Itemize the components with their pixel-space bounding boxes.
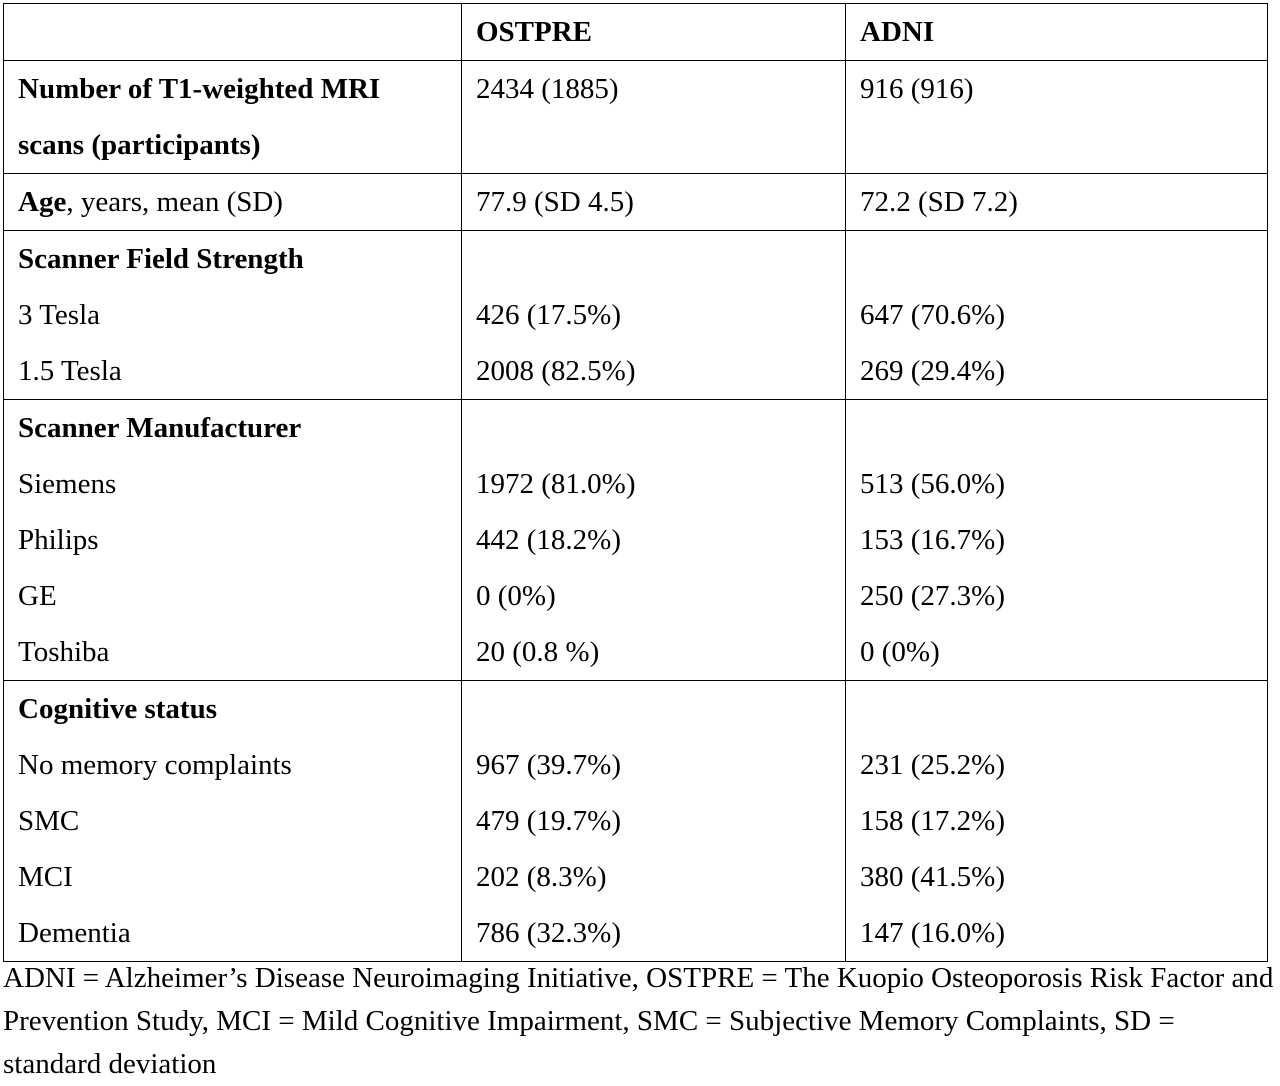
manufacturer-ostpre-cell [462, 400, 846, 681]
cognitive-ostpre-cell [462, 681, 846, 962]
manufacturer-adni-value: 513 (56.0%) [860, 468, 1005, 500]
cognitive-ostpre-value: 202 (8.3%) [476, 861, 607, 893]
scans-label-line1: Number of T1-weighted MRI [18, 73, 381, 105]
age-adni-cell [846, 174, 1268, 231]
table-row-scans [4, 61, 1268, 174]
manufacturer-adni-value: 153 (16.7%) [860, 524, 1005, 556]
scans-ostpre-value: 2434 (1885) [476, 73, 619, 105]
manufacturer-label: GE [18, 580, 57, 612]
scans-label-line2: scans (participants) [18, 129, 261, 161]
characteristics-table [3, 3, 1268, 962]
manufacturer-heading: Scanner Manufacturer [18, 412, 302, 444]
header-ostpre: OSTPRE [462, 4, 846, 61]
scans-adni-value: 916 (916) [860, 73, 974, 105]
cognitive-label: MCI [18, 861, 73, 893]
cognitive-ostpre-value: 967 (39.7%) [476, 749, 621, 781]
age-label-cell [4, 174, 462, 231]
manufacturer-adni-value: 0 (0%) [860, 636, 940, 668]
field-strength-ostpre-cell [462, 231, 846, 400]
cognitive-label: SMC [18, 805, 80, 837]
scans-ostpre-cell [462, 61, 846, 174]
manufacturer-ostpre-value: 0 (0%) [476, 580, 556, 612]
cognitive-ostpre-value: 479 (19.7%) [476, 805, 621, 837]
table-row-cognitive [4, 681, 1268, 962]
scans-adni-cell [846, 61, 1268, 174]
manufacturer-label-cell [4, 400, 462, 681]
cognitive-ostpre-value: 786 (32.3%) [476, 917, 621, 949]
age-label-bold: Age [18, 186, 67, 218]
cognitive-adni-value: 158 (17.2%) [860, 805, 1005, 837]
cognitive-adni-value: 147 (16.0%) [860, 917, 1005, 949]
field-strength-adni-value: 647 (70.6%) [860, 299, 1005, 331]
age-adni-value: 72.2 (SD 7.2) [860, 186, 1018, 218]
header-row [4, 4, 1268, 61]
manufacturer-adni-value: 250 (27.3%) [860, 580, 1005, 612]
cognitive-adni-cell [846, 681, 1268, 962]
age-ostpre-cell [462, 174, 846, 231]
manufacturer-label: Toshiba [18, 636, 110, 668]
header-empty-cell [4, 4, 462, 61]
cognitive-label: No memory complaints [18, 749, 292, 781]
table-row-age [4, 174, 1268, 231]
field-strength-heading: Scanner Field Strength [18, 243, 304, 275]
cognitive-label: Dementia [18, 917, 131, 949]
manufacturer-ostpre-value: 442 (18.2%) [476, 524, 621, 556]
manufacturer-ostpre-value: 1972 (81.0%) [476, 468, 636, 500]
field-strength-adni-value: 269 (29.4%) [860, 355, 1005, 387]
field-strength-ostpre-value: 2008 (82.5%) [476, 355, 636, 387]
cognitive-adni-value: 231 (25.2%) [860, 749, 1005, 781]
cognitive-label-cell [4, 681, 462, 962]
manufacturer-ostpre-value: 20 (0.8 %) [476, 636, 600, 668]
table-row-manufacturer [4, 400, 1268, 681]
table-row-field-strength [4, 231, 1268, 400]
age-label-rest: , years, mean (SD) [66, 186, 283, 218]
field-strength-adni-cell [846, 231, 1268, 400]
field-strength-label-cell [4, 231, 462, 400]
scans-label-cell [4, 61, 462, 174]
field-strength-label: 3 Tesla [18, 299, 101, 331]
manufacturer-label: Philips [18, 524, 99, 556]
field-strength-ostpre-value: 426 (17.5%) [476, 299, 621, 331]
age-ostpre-value: 77.9 (SD 4.5) [476, 186, 634, 218]
field-strength-label: 1.5 Tesla [18, 355, 122, 387]
manufacturer-label: Siemens [18, 468, 117, 500]
cognitive-adni-value: 380 (41.5%) [860, 861, 1005, 893]
cognitive-heading: Cognitive status [18, 693, 217, 725]
header-adni: ADNI [846, 4, 1268, 61]
manufacturer-adni-cell [846, 400, 1268, 681]
table-footnote: ADNI = Alzheimer’s Disease Neuroimaging Initiative, OSTPRE = The Kuopio Osteoporosis Risk Factor and Prevention Study, MCI = Mild Cognitive Impairment, SMC = Subjective Memory Complaints, SD = standard deviation [3, 962, 1274, 1080]
